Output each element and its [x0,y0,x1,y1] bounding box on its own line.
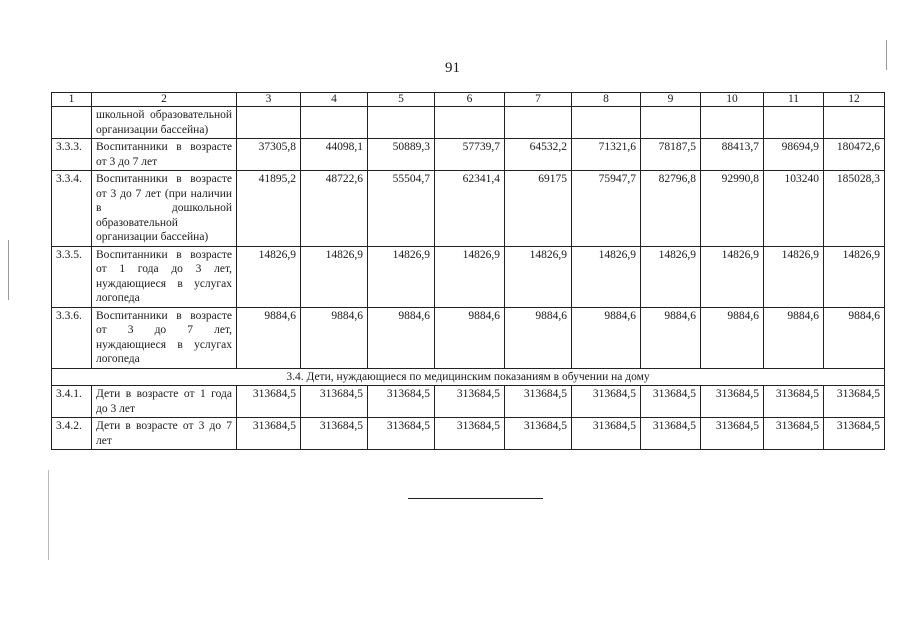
value-cell: 82796,8 [641,171,701,247]
value-cell: 14826,9 [301,246,368,307]
value-cell: 14826,9 [237,246,301,307]
value-cell: 313684,5 [824,418,885,450]
value-cell: 313684,5 [505,386,572,418]
value-cell [764,107,824,139]
value-cell: 88413,7 [701,139,764,171]
value-cell: 313684,5 [764,418,824,450]
table-row [52,171,885,247]
row-name: Воспитанники в возрасте от 3 до 7 лет [92,139,237,171]
row-code: 3.3.4. [52,171,92,247]
row-code: 3.4.2. [52,418,92,450]
value-cell [505,107,572,139]
row-name: Дети в возрасте от 3 до 7 лет [92,418,237,450]
value-cell: 313684,5 [435,418,505,450]
value-cell: 313684,5 [301,418,368,450]
row-name: Дети в возрасте от 1 года до 3 лет [92,386,237,418]
row-code: 3.3.3. [52,139,92,171]
row-name: школьной образовательной организации бассейна) [92,107,237,139]
section-heading-row [52,368,885,386]
row-name: Воспитанники в возрасте от 3 до 7 лет (при наличии в дошкольной образовательной организации бассейна) [92,171,237,247]
value-cell [824,107,885,139]
value-cell: 69175 [505,171,572,247]
value-cell [701,107,764,139]
value-cell: 9884,6 [435,307,505,368]
row-code: 3.3.6. [52,307,92,368]
table-row [52,139,885,171]
value-cell: 75947,7 [572,171,641,247]
value-cell: 9884,6 [301,307,368,368]
value-cell: 14826,9 [764,246,824,307]
column-header: 12 [824,93,885,107]
value-cell: 14826,9 [368,246,435,307]
scan-edge-mark [8,240,9,300]
value-cell: 14826,9 [572,246,641,307]
table-body-group-3-4 [52,386,885,450]
row-code: 3.4.1. [52,386,92,418]
value-cell: 9884,6 [505,307,572,368]
value-cell: 41895,2 [237,171,301,247]
table-row-continuation [52,107,885,139]
value-cell: 9884,6 [237,307,301,368]
cost-table [51,92,885,450]
footer-separator-line [408,498,543,499]
value-cell: 180472,6 [824,139,885,171]
column-header: 11 [764,93,824,107]
value-cell: 14826,9 [824,246,885,307]
value-cell: 9884,6 [641,307,701,368]
value-cell [237,107,301,139]
value-cell: 14826,9 [505,246,572,307]
column-header: 1 [52,93,92,107]
value-cell: 48722,6 [301,171,368,247]
value-cell: 92990,8 [701,171,764,247]
table-body-group-3-3 [52,107,885,369]
value-cell: 313684,5 [505,418,572,450]
value-cell: 313684,5 [435,386,505,418]
value-cell: 37305,8 [237,139,301,171]
column-header: 6 [435,93,505,107]
value-cell: 14826,9 [701,246,764,307]
section-title: 3.4. Дети, нуждающиеся по медицинским показаниям в обучении на дому [52,368,885,386]
value-cell: 313684,5 [572,418,641,450]
value-cell: 185028,3 [824,171,885,247]
row-name: Воспитанники в возрасте от 1 года до 3 лет, нуждающиеся в услугах логопеда [92,246,237,307]
value-cell: 313684,5 [301,386,368,418]
column-header: 10 [701,93,764,107]
value-cell: 78187,5 [641,139,701,171]
value-cell: 313684,5 [701,386,764,418]
value-cell [368,107,435,139]
value-cell: 9884,6 [764,307,824,368]
value-cell: 313684,5 [641,418,701,450]
table-row [52,307,885,368]
table-row [52,418,885,450]
value-cell: 313684,5 [237,418,301,450]
value-cell: 313684,5 [572,386,641,418]
value-cell: 62341,4 [435,171,505,247]
value-cell: 313684,5 [237,386,301,418]
value-cell: 9884,6 [701,307,764,368]
column-header: 9 [641,93,701,107]
column-header: 4 [301,93,368,107]
value-cell: 313684,5 [701,418,764,450]
value-cell: 14826,9 [435,246,505,307]
value-cell: 9884,6 [368,307,435,368]
value-cell: 103240 [764,171,824,247]
value-cell [572,107,641,139]
column-header: 5 [368,93,435,107]
row-code [52,107,92,139]
value-cell [435,107,505,139]
scan-edge-mark [48,470,49,560]
value-cell: 9884,6 [572,307,641,368]
row-code: 3.3.5. [52,246,92,307]
table-row [52,246,885,307]
value-cell: 57739,7 [435,139,505,171]
value-cell: 98694,9 [764,139,824,171]
column-header: 2 [92,93,237,107]
value-cell: 313684,5 [764,386,824,418]
table-row [52,386,885,418]
value-cell: 71321,6 [572,139,641,171]
value-cell: 313684,5 [368,418,435,450]
value-cell: 64532,2 [505,139,572,171]
value-cell: 14826,9 [641,246,701,307]
section-heading-group [52,368,885,386]
value-cell: 9884,6 [824,307,885,368]
column-header: 7 [505,93,572,107]
column-header: 3 [237,93,301,107]
value-cell: 313684,5 [641,386,701,418]
value-cell: 44098,1 [301,139,368,171]
column-number-row [52,93,885,107]
row-name: Воспитанники в возрасте от 3 до 7 лет, нуждающиеся в услугах логопеда [92,307,237,368]
scan-edge-mark [886,40,887,70]
value-cell [641,107,701,139]
value-cell: 55504,7 [368,171,435,247]
value-cell: 313684,5 [824,386,885,418]
value-cell [301,107,368,139]
column-header: 8 [572,93,641,107]
value-cell: 313684,5 [368,386,435,418]
value-cell: 50889,3 [368,139,435,171]
page-number: 91 [445,60,460,76]
